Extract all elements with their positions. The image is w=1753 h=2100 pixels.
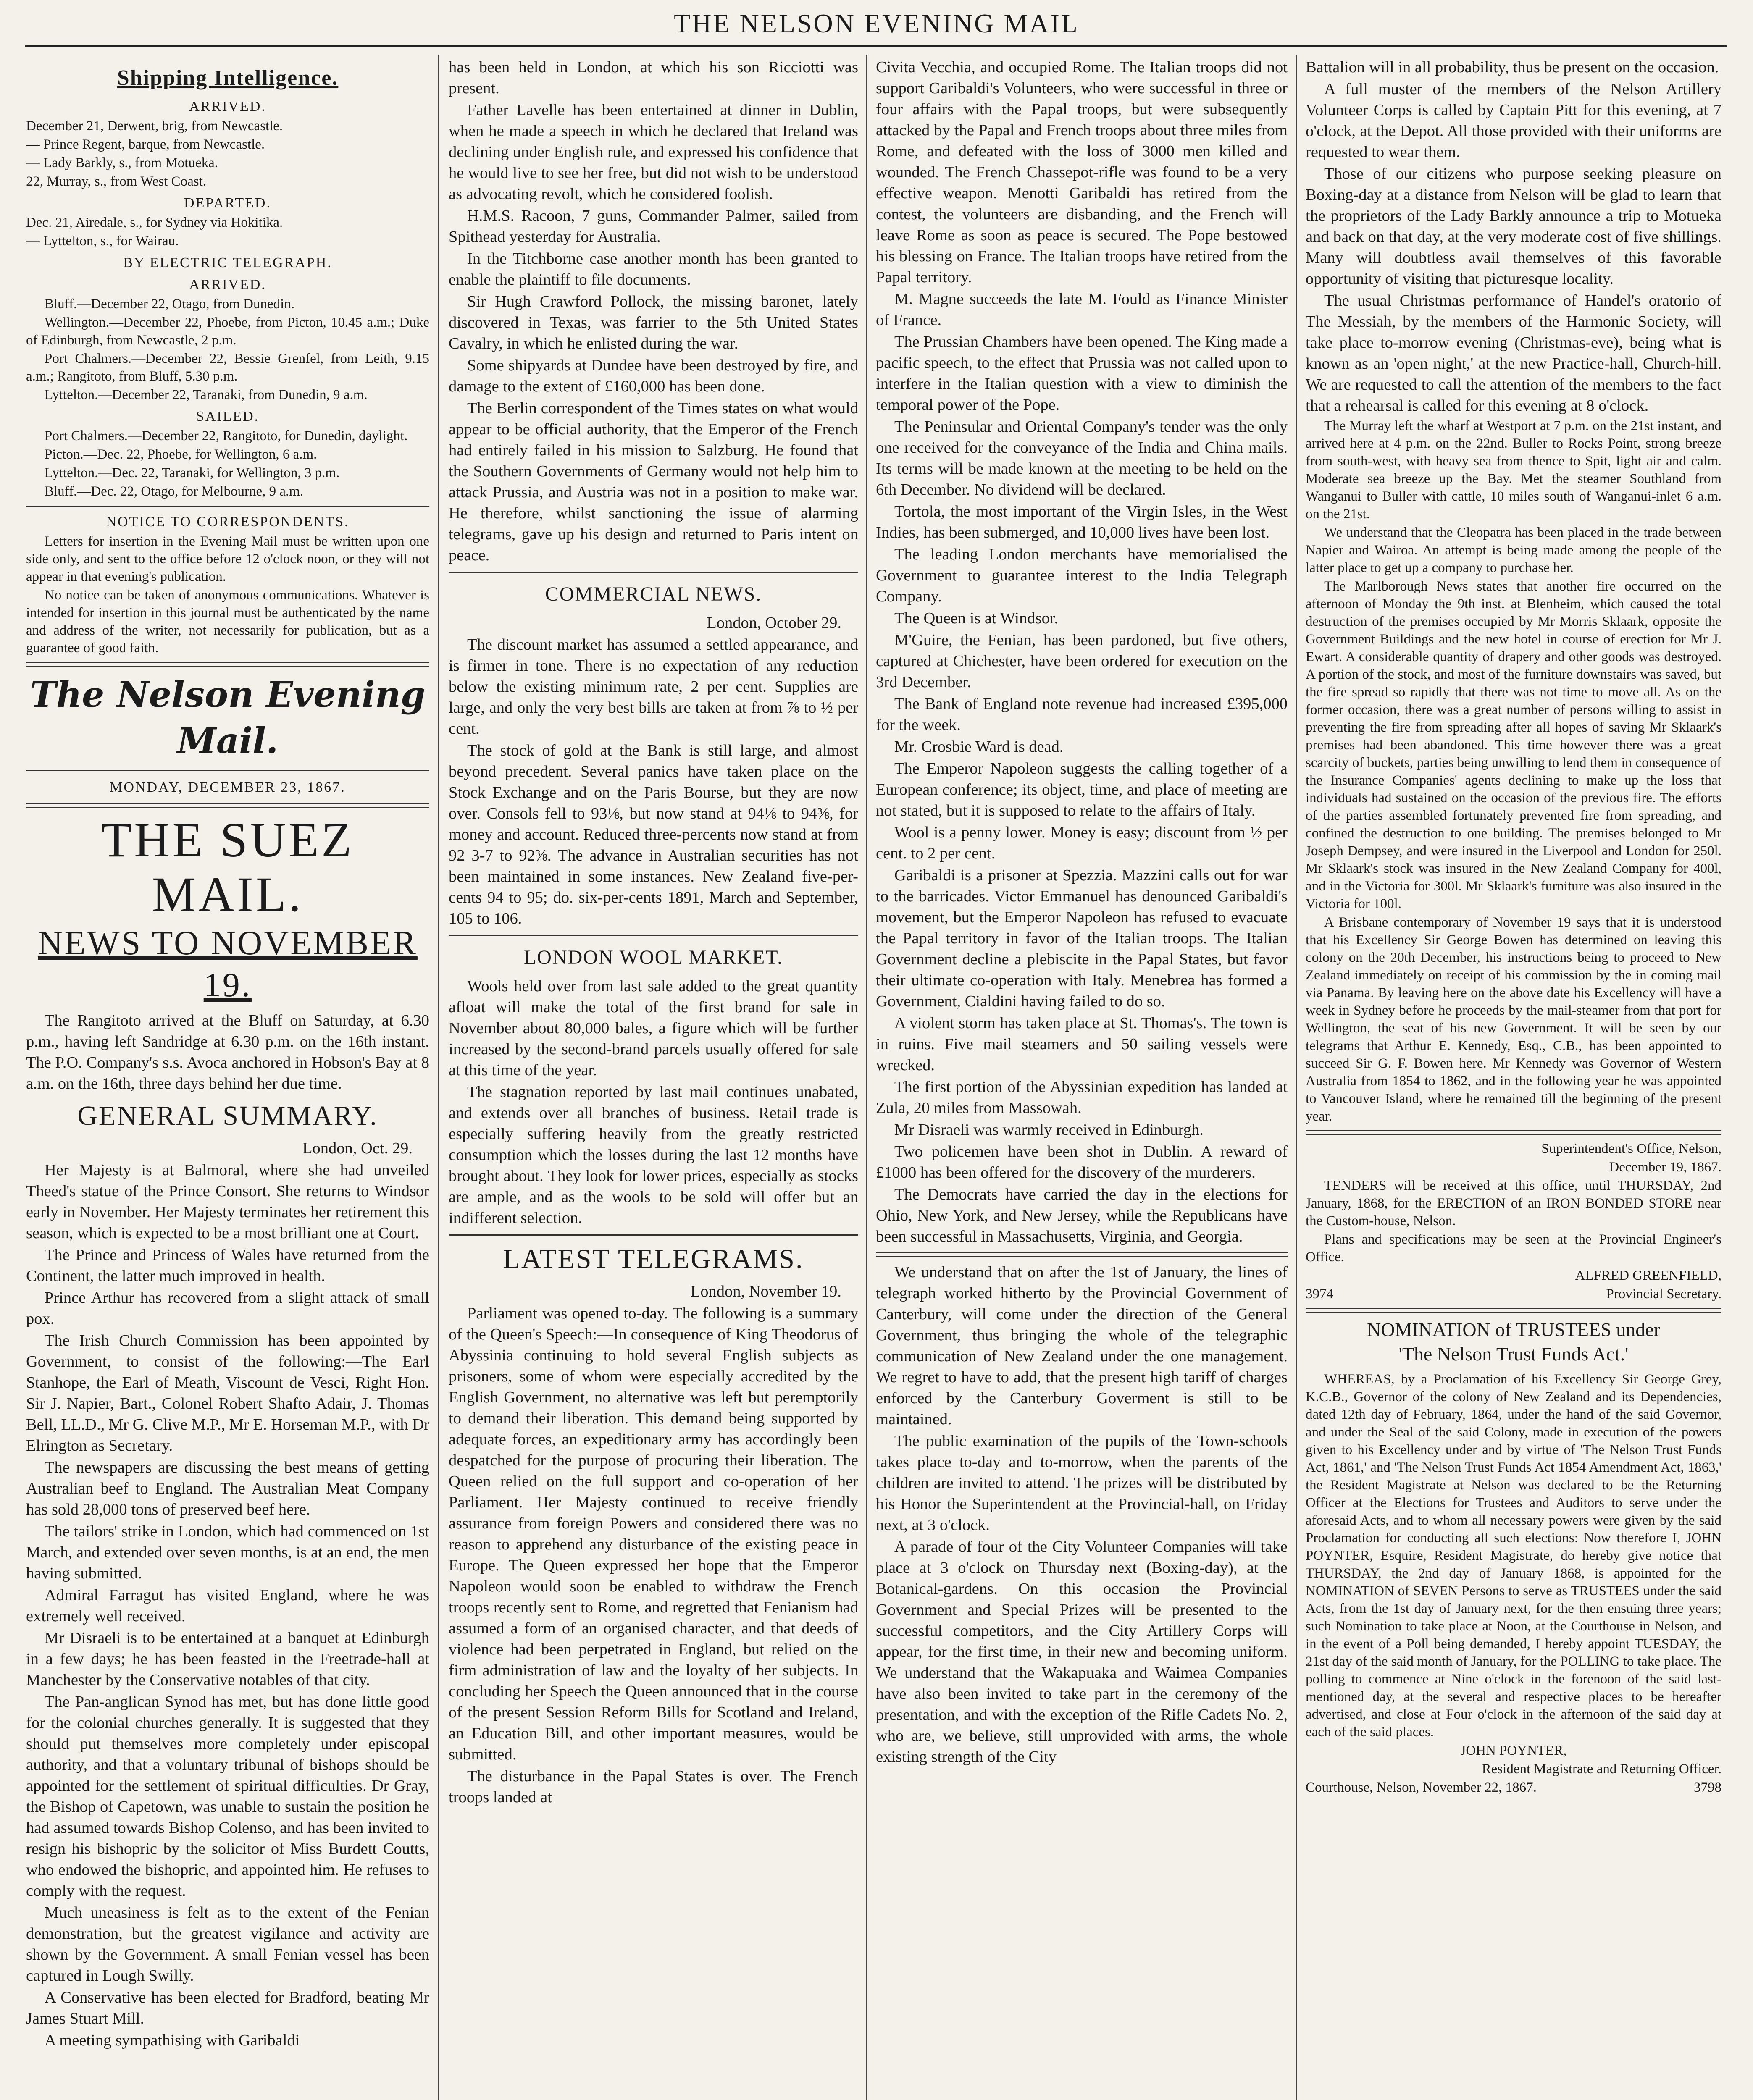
shipping-entry: — Prince Regent, barque, from Newcastle. xyxy=(26,137,265,152)
shipping-entry: Picton.—Dec. 22, Phoebe, for Wellington, 6 a.m. xyxy=(45,447,317,462)
wool-market-title: LONDON WOOL MARKET. xyxy=(523,946,783,969)
tender-signer-title: Provincial Secretary. xyxy=(1606,1286,1721,1302)
local-paragraph: A full muster of the members of the Nelson Artillery Volunteer Corps is called by Captain Pitt for this evening, at 7 o'clock, at the Depot. All those provided with their uniforms are requested to wear them. xyxy=(1306,80,1721,161)
article-paragraph: The Irish Church Commission has been appointed by Government, to consist of the following:—The Earl Stanhope, the Earl of Meath, Viscount de Vesci, Right Hon. Sir J. Napier, Bart., Colonel Robert Shafto Adair, J. Thomas Bell, LL.D., Mr G. Clive M.P., Mr E. Horseman M.P., with Dr Elrington as Secretary. xyxy=(26,1332,429,1454)
shipping-entry: December 21, Derwent, brig, from Newcastle. xyxy=(26,118,283,134)
article-paragraph: The Emperor Napoleon suggests the calling together of a European conference; its object, time, and place of meeting are not stated, but it is supposed to relate to the affairs of Italy. xyxy=(876,760,1288,819)
local-paragraph: We understand that the Cleopatra has been placed in the trade between Napier and Wairoa. An attempt is being made among the people of the latter place to get up a company to purchase her. xyxy=(1306,525,1721,575)
shipping-entry: Wellington.—December 22, Phoebe, from Picton, 10.45 a.m.; Duke of Edinburgh, from Newcastle, 2 p.m. xyxy=(26,315,429,348)
article-paragraph: The Democrats have carried the day in the elections for Ohio, New York, and New Jersey, while the Republicans have been successful in Massachusetts, Virginia, and Georgia. xyxy=(876,1186,1288,1245)
arrived-label: ARRIVED. xyxy=(189,99,266,114)
article-paragraph: A Conservative has been elected for Bradford, beating Mr James Stuart Mill. xyxy=(26,1989,429,2027)
shipping-entry: — Lyttelton, s., for Wairau. xyxy=(26,234,179,249)
local-paragraph: A parade of four of the City Volunteer Companies will take place at 3 o'clock on Thursday next (Boxing-day), at the Botanical-gardens. On this occasion the Provincial Government and Special Prizes will be presented to the successful competitors, and the City Artillery Corps will appear, for the first time, in their new and becoming uniform. We understand that the Wakapuaka and Waimea Companies have also been invited to take part in the ceremony of the presentation, and with the exception of the Rifle Cadets No. 2, who are, we believe, still unprovided with arms, the whole existing strength of the City xyxy=(876,1538,1288,1766)
local-paragraph: Those of our citizens who purpose seeking pleasure on Boxing-day at a distance from Nelson will be glad to learn that the proprietors of the Lady Barkly announce a trip to Motueka and back on that day, at the very moderate cost of five shillings. Many will doubtless avail themselves of this favorable opportunity of visiting that picturesque locality. xyxy=(1306,165,1721,288)
article-paragraph: The Queen is at Windsor. xyxy=(894,609,1059,627)
article-paragraph: The stagnation reported by last mail continues unabated, and extends over all branches of business. Retail trade is especially suffering heavily from the greatly restricted consumption which the losses during the last 12 months have brought about. They look for lower prices, especially as stocks are ample, and as the wools to be sold will offer but an indifferent selection. xyxy=(449,1083,858,1227)
paper-title: The Nelson Evening Mail. xyxy=(30,674,426,761)
nomination-title: NOMINATION of TRUSTEES under xyxy=(1367,1319,1661,1340)
column-divider xyxy=(438,55,439,2100)
article-paragraph: Two policemen have been shot in Dublin. A reward of £1000 has been offered for the discovery of the murderers. xyxy=(876,1143,1288,1181)
shipping-entry: — Lady Barkly, s., from Motueka. xyxy=(26,155,218,171)
notice-paragraph: Letters for insertion in the Evening Mail must be written upon one side only, and sent to the office before 12 o'clock noon, or they will not appear in that evening's publication. xyxy=(26,534,429,584)
suez-subtitle: NEWS TO NOVEMBER 19. xyxy=(38,924,418,1004)
column-3 xyxy=(876,57,1288,2100)
article-paragraph: In the Titchborne case another month has been granted to enable the plaintiff to file documents. xyxy=(449,250,858,289)
shipping-entry: Port Chalmers.—December 22, Bessie Grenfel, from Leith, 9.15 a.m.; Rangitoto, from Bluff, 5.30 p.m. xyxy=(26,351,429,384)
article-paragraph: The Pan-anglican Synod has met, but has done little good for the colonial churches generally. It is suggested that they should put themselves more completely under episcopal authority, and that a voluntary tribunal of bishops should be appointed for the settlement of spiritual difficulties. Dr Gray, the Bishop of Capetown, was unable to sustain the position he had assumed towards Bishop Colenso, and has been invited to resign his bishopric by the solicitor of Miss Burdett Coutts, who endowed the bishopric, and appointed him. He refuses to comply with the request. xyxy=(26,1693,429,1900)
divider xyxy=(449,1234,858,1236)
local-paragraph: The public examination of the pupils of the Town-schools takes place to-day and to-morrow, when the parents of the children are invited to attend. The prizes will be distributed by his Honor the Superintendent at the Provincial-hall, on Friday next, at 3 o'clock. xyxy=(876,1432,1288,1534)
nomination-body: WHEREAS, by a Proclamation of his Excellency Sir George Grey, K.C.B., Governor of the colony of New Zealand and its Dependencies, dated 12th day of February, 1864, under the hand of the said Governor, and under the Seal of the said Colony, made in execution of the powers given to his Excellency under and by virtue of 'The Nelson Trust Funds Act, 1861,' and 'The Nelson Trust Funds Act 1854 Amendment Act, 1863,' the Resident Magistrate at Nelson was declared to be the Returning Officer at the Elections for Trustees and Auditors to serve under the aforesaid Acts, and to whom all necessary powers were given by the said Proclamation for conducting all such elections: Now therefore I, JOHN POYNTER, Esquire, Resident Magistrate, do hereby give notice that THURSDAY, the 2nd day of January 1868, is appointed for the NOMINATION of SEVEN Persons to serve as TRUSTEES under the said Acts, from the 1st day of January next, for the then ensuing three years; such Nomination to take place at Noon, at the Courthouse in Nelson, and in the event of a Poll being demanded, I hereby appoint TUESDAY, the 21st day of the said month of January, for the POLLING to take place. The polling to commence at Nine o'clock in the forenoon of the said last-mentioned day, at the several and respective places to be hereafter advertised, and close at Four o'clock in the afternoon of the said day at each of the said places. xyxy=(1306,1372,1721,1740)
tender-signer: ALFRED GREENFIELD, xyxy=(1575,1268,1721,1283)
article-paragraph: The leading London merchants have memorialised the Government to guarantee interest to the India Telegraph Company. xyxy=(876,546,1288,605)
article-paragraph: Parliament was opened to-day. The following is a summary of the Queen's Speech:—In consequence of King Theodorus of Abyssinia continuing to hold several English subjects as prisoners, some of whom were especially accredited by the English Government, no alternative was left but peremptorily to demand their liberation. This demand being supported by adequate forces, an expeditionary army has accordingly been despatched for the purpose of procuring their liberation. The Queen relied on the full support and co-operation of her Parliament. Her Majesty continued to receive friendly assurance from foreign Powers and considered there was no reason to apprehend any disturbance of the existing peace in Europe. The Queen expressed her hope that the Emperor Napoleon would soon be enabled to withdraw the French troops recently sent to Rome, and regretted that Fenianism had assumed a form of an organised character, and that deeds of violence had been perpetrated in England, but relied on the firm administration of law and the loyalty of her subjects. In concluding her Speech the Queen announced that in the course of the present Session Reform Bills for Scotland and Ireland, an Education Bill, and other important measures, would be submitted. xyxy=(449,1305,858,1763)
article-paragraph: A meeting sympathising with Garibaldi xyxy=(45,2032,300,2049)
article-paragraph: Mr Disraeli is to be entertained at a banquet at Edinburgh in a few days; he has been feasted in the Freetrade-hall at Manchester by the Conservative notables of that city. xyxy=(26,1629,429,1689)
article-paragraph: Much uneasiness is felt as to the extent of the Fenian demonstration, but the greatest vigilance and activity are shown by the Government. A small Fenian vessel has been captured in Lough Swilly. xyxy=(26,1904,429,1984)
tender-notice: TENDERS will be received at this office, until THURSDAY, 2nd January, 1868, for the ERECTION of an IRON BONDED STORE near the Custom-house, Nelson. xyxy=(1306,1178,1721,1228)
article-paragraph: The first portion of the Abyssinian expedition has landed at Zula, 20 miles from Massowah. xyxy=(876,1078,1288,1117)
shipping-entry: Lyttelton.—Dec. 22, Taranaki, for Wellington, 3 p.m. xyxy=(45,465,340,480)
ad-number: 3798 xyxy=(1694,1780,1721,1795)
suez-title: THE SUEZ MAIL. xyxy=(101,812,354,922)
article-paragraph: Admiral Farragut has visited England, where he was extremely well received. xyxy=(26,1586,429,1625)
local-paragraph: Battalion will in all probability, thus be present on the occasion. xyxy=(1306,58,1719,76)
column-divider xyxy=(1296,55,1297,2100)
article-paragraph: The stock of gold at the Bank is still large, and almost beyond precedent. Several panics have taken place on the Stock Exchange and on the Paris Bourse, but they are now over. Consols fell to 93⅛, but now stand at 94⅛ to 94⅜, for money and account. Reduced three-percents now stand at from 92 3-7 to 92⅜. The advance in Australian securities has not been maintained in some instances. New Zealand five-per-cents 94 to 95; do. six-per-cents 1891, March and September, 105 to 106. xyxy=(449,742,858,927)
general-summary-title: GENERAL SUMMARY. xyxy=(77,1100,378,1131)
tender-plans: Plans and specifications may be seen at the Provincial Engineer's Office. xyxy=(1306,1232,1721,1265)
article-paragraph: has been held in London, at which his son Ricciotti was present. xyxy=(449,58,858,97)
article-paragraph: The discount market has assumed a settled appearance, and is firmer in tone. There is no expectation of any reduction below the existing minimum rate, 2 per cent. Supplies are large, and only the very best bills are taken at from ⅞ to ½ per cent. xyxy=(449,636,858,738)
divider xyxy=(26,506,429,507)
divider xyxy=(26,803,429,808)
local-paragraph: The Marlborough News states that another fire occurred on the afternoon of Monday the 9th inst. at Blenheim, which caused the total destruction of the premises occupied by Mr Morris Sklaark, opposite the Government Buildings and the new hotel in course of erection for Mr J. Ewart. A considerable quantity of drapery and other goods was destroyed. A portion of the stock, and most of the furniture downstairs was saved, but the fire spread so rapidly that there was not time to move all. As on the former occasion, there was a great number of persons willing to assist in preventing the fire from spreading after all hopes of saving Mr Sklaark's premises had been abandoned. This time however there was a great scarcity of buckets, parties being unwilling to lend them in consequence of the Insurance Companies' agents declining to make up the loss that individuals had sustained on the occasion of the previous fire. The efforts of the parties assembled fortunately prevented fire from spreading, and confined the destruction to one building. The premises belonged to Mr Joseph Dempsey, and were insured in the Liverpool and London for 250l. Mr Sklaark's stock was insured in the New Zealand Company for 400l, and in the Victoria for 300l. Mr Sklaark's furniture was also insured in the Victoria for 100l. xyxy=(1306,579,1721,911)
article-paragraph: The tailors' strike in London, which had commenced on 1st March, and extended over seven months, is at an end, the men having submitted. xyxy=(26,1522,429,1582)
dateline: London, October 29. xyxy=(707,614,841,632)
article-paragraph: Wools held over from last sale added to the great quantity afloat will make the total of the first brand for sale in November about 80,000 bales, a figure which will be further increased by the second-brand parcels usually offered for sale at this time of the year. xyxy=(449,977,858,1079)
departed-label: DEPARTED. xyxy=(184,195,271,211)
article-paragraph: The Peninsular and Oriental Company's tender was the only one received for the conveyance of the India and China mails. Its terms will be made known at the meeting to be held on the 6th December. No dividend will be declared. xyxy=(876,418,1288,499)
divider xyxy=(26,662,429,667)
article-paragraph: Some shipyards at Dundee have been destroyed by fire, and damage to the extent of £160,000 has been done. xyxy=(449,357,858,395)
article-paragraph: Garibaldi is a prisoner at Spezzia. Mazzini calls out for war to the barricades. Victor Emmanuel has denounced Garibaldi's movement, but the Emperor Napoleon has refused to evacuate the Papal territory in favor of the Italian troops. The Italian Government decline a plebiscite in the Papal States, but favor their ultimate co-operation with Italy. Menebrea has formed a Government, Cialdini having failed to do so. xyxy=(876,866,1288,1010)
divider xyxy=(876,1252,1288,1257)
article-paragraph: Mr. Crosbie Ward is dead. xyxy=(894,738,1064,756)
suez-intro: The Rangitoto arrived at the Bluff on Saturday, at 6.30 p.m., having left Sandridge at 6.30 p.m. on the 16th instant. The P.O. Company's s.s. Avoca anchored in Hobson's Bay at 8 a.m. on the 16th, three days behind her due time. xyxy=(26,1012,429,1092)
sailed-label: SAILED. xyxy=(196,409,260,424)
column-1 xyxy=(26,57,429,2100)
local-paragraph: A Brisbane contemporary of November 19 says that it is understood that his Excellency Sir George Bowen has determined on leaving this colony on the 20th December, his instructions being to proceed to New Zealand immediately on receipt of his commission by the in coming mail via Panama. By leaving here on the above date his Excellency will have a week in Sydney before he proceeds by the mail-steamer from that port for Wellington, the seat of his new Government. It will be seen by our telegrams that Arthur E. Kennedy, Esq., C.B., has been appointed to succeed Sir G. F. Bowen here. Mr Kennedy was Governor of Western Australia from 1854 to 1862, and in the following year he was appointed to Vancouver Island, where he remained till the beginning of the present year. xyxy=(1306,915,1721,1124)
divider xyxy=(449,572,858,573)
article-paragraph: M. Magne succeeds the late M. Fould as Finance Minister of France. xyxy=(876,290,1288,329)
shipping-entry: Bluff.—December 22, Otago, from Dunedin. xyxy=(45,297,295,312)
ad-number: 3974 xyxy=(1306,1286,1333,1302)
article-paragraph: The Prussian Chambers have been opened. The King made a pacific speech, to the effect that Prussia was not called upon to interfere in the Italian question with a view to diminish the temporal power of the Pope. xyxy=(876,333,1288,414)
divider xyxy=(1306,1130,1721,1135)
article-paragraph: Tortola, the most important of the Virgin Isles, in the West Indies, has been submerged, and 10,000 lives have been lost. xyxy=(876,503,1288,541)
article-paragraph: A violent storm has taken place at St. Thomas's. The town is in ruins. Five mail steamers and 50 sailing vessels were wrecked. xyxy=(876,1014,1288,1074)
shipping-entry: Bluff.—Dec. 22, Otago, for Melbourne, 9 a.m. xyxy=(45,484,304,499)
article-paragraph: The newspapers are discussing the best means of getting Australian beef to England. The Australian Meat Company has sold 28,000 tons of preserved beef here. xyxy=(26,1459,429,1518)
local-paragraph: We understand that on after the 1st of January, the lines of telegraph worked hitherto by the Provincial Government of Canterbury, will come under the direction of the General Government, thus bringing the whole of the telegraphic communication of New Zealand under the one management. We regret to have to add, that the present high tariff of charges enforced by the Canterbury Goverment is still to be maintained. xyxy=(876,1263,1288,1428)
notice-title: NOTICE TO CORRESPONDENTS. xyxy=(106,514,350,530)
article-paragraph: Sir Hugh Crawford Pollock, the missing baronet, lately discovered in Texas, was farrier to the 5th United States Cavalry, in which he enlisted during the war. xyxy=(449,293,858,352)
article-paragraph: Father Lavelle has been entertained at dinner in Dublin, when he made a speech in which he declared that Ireland was declining under English rule, and expressed his confidence that he would live to see her free, but did not wish to be understood as advocating revolt, which he considered foolish. xyxy=(449,101,858,203)
shipping-entry: Dec. 21, Airedale, s., for Sydney via Hokitika. xyxy=(26,215,283,230)
tender-office: Superintendent's Office, Nelson, xyxy=(1541,1141,1721,1156)
column-divider xyxy=(866,55,867,2100)
article-paragraph: The Prince and Princess of Wales have returned from the Continent, the latter much improved in health. xyxy=(26,1246,429,1285)
article-paragraph: Civita Vecchia, and occupied Rome. The Italian troops did not support Garibaldi's Volunteers, who were successful in three or four affairs with the Papal troops, but were subsequently attacked by the Papal and French troops about three miles from Rome, and defeated with the loss of 3000 men killed and wounded. The French Chassepot-rifle was found to be a very effective weapon. Menotti Garibaldi has retired from the contest, the volunteers are disbanding, and the French will leave Rome as soon as peace is secured. The Pope bestowed his blessing on France. The Italian troops have retired from the Papal territory. xyxy=(876,58,1288,286)
article-paragraph: The Bank of England note revenue had increased £395,000 for the week. xyxy=(876,695,1288,734)
nomination-signer: JOHN POYNTER, xyxy=(1460,1743,1567,1758)
local-paragraph: The usual Christmas performance of Handel's oratorio of The Messiah, by the members of the Harmonic Society, will take place to-morrow evening (Christmas-eve), being what is known as an 'open night,' at the new Practice-hall, Church-hill. We are requested to call the attention of the members to the fact that a rehearsal is called for this evening at 8 o'clock. xyxy=(1306,292,1721,415)
issue-date: MONDAY, DECEMBER 23, 1867. xyxy=(110,780,346,795)
article-paragraph: Wool is a penny lower. Money is easy; discount from ½ per cent. to 2 per cent. xyxy=(876,824,1288,862)
shipping-title: Shipping Intelligence. xyxy=(117,66,339,90)
dateline: London, Oct. 29. xyxy=(302,1139,413,1157)
divider xyxy=(1306,1308,1721,1312)
article-paragraph: The disturbance in the Papal States is over. The French troops landed at xyxy=(449,1767,858,1806)
telegraph-label: BY ELECTRIC TELEGRAPH. xyxy=(123,255,332,270)
notice-paragraph: No notice can be taken of anonymous communications. Whatever is intended for insertion in this journal must be authenticated by the name and address of the writer, not necessarily for publication, but as a guarantee of good faith. xyxy=(26,588,429,656)
nomination-signer-title: Resident Magistrate and Returning Officer. xyxy=(1482,1761,1721,1777)
masthead: THE NELSON EVENING MAIL xyxy=(674,8,1079,38)
shipping-entry: 22, Murray, s., from West Coast. xyxy=(26,174,207,189)
nomination-footer: Courthouse, Nelson, November 22, 1867. xyxy=(1306,1780,1537,1795)
nomination-subtitle: 'The Nelson Trust Funds Act.' xyxy=(1398,1343,1629,1365)
column-2 xyxy=(449,57,858,2100)
article-paragraph: M'Guire, the Fenian, has been pardoned, but five others, captured at Chichester, have been ordered for execution on the 3rd December. xyxy=(876,631,1288,691)
divider xyxy=(26,770,429,771)
article-paragraph: H.M.S. Racoon, 7 guns, Commander Palmer, sailed from Spithead yesterday for Australia. xyxy=(449,207,858,246)
tender-date: December 19, 1867. xyxy=(1609,1160,1721,1175)
masthead-rule xyxy=(25,45,1727,47)
dateline: London, November 19. xyxy=(690,1283,841,1300)
column-4 xyxy=(1306,57,1721,2100)
divider xyxy=(449,935,858,936)
article-paragraph: The Berlin correspondent of the Times states on what would appear to be official authority, that the Emperor of the French had entirely failed in his mission to Salzburg. He found that the Southern Governments of Germany would not help him to attack Prussia, and Austria was not in a position to make war. He therefore, whilst sanctioning the issue of alarming telegrams, gave up his design and returned to Paris intent on peace. xyxy=(449,399,858,564)
shipping-entry: Port Chalmers.—December 22, Rangitoto, for Dunedin, daylight. xyxy=(45,428,408,444)
local-paragraph: The Murray left the wharf at Westport at 7 p.m. on the 21st instant, and arrived here at 4 p.m. on the 22nd. Buller to Rocks Point, strong breeze from south-west, with heavy sea from thence to Spit, light air and calm. Moderate sea breeze up the Bay. Met the steamer Southland from Wanganui to Buller with cattle, 10 miles south of Wanganui-inlet 6 a.m. on the 21st. xyxy=(1306,418,1721,522)
commercial-title: COMMERCIAL NEWS. xyxy=(545,583,762,605)
arrived-label: ARRIVED. xyxy=(189,277,266,292)
article-paragraph: Mr Disraeli was warmly received in Edinburgh. xyxy=(894,1121,1204,1139)
shipping-entry: Lyttelton.—December 22, Taranaki, from Dunedin, 9 a.m. xyxy=(45,387,368,402)
telegrams-title: LATEST TELEGRAMS. xyxy=(503,1244,804,1274)
article-paragraph: Prince Arthur has recovered from a slight attack of small pox. xyxy=(26,1289,429,1328)
article-paragraph: Her Majesty is at Balmoral, where she had unveiled Theed's statue of the Prince Consort. She returns to Windsor early in November. Her Majesty terminates her retirement this season, which is expected to be a most brilliant one at Court. xyxy=(26,1161,429,1242)
